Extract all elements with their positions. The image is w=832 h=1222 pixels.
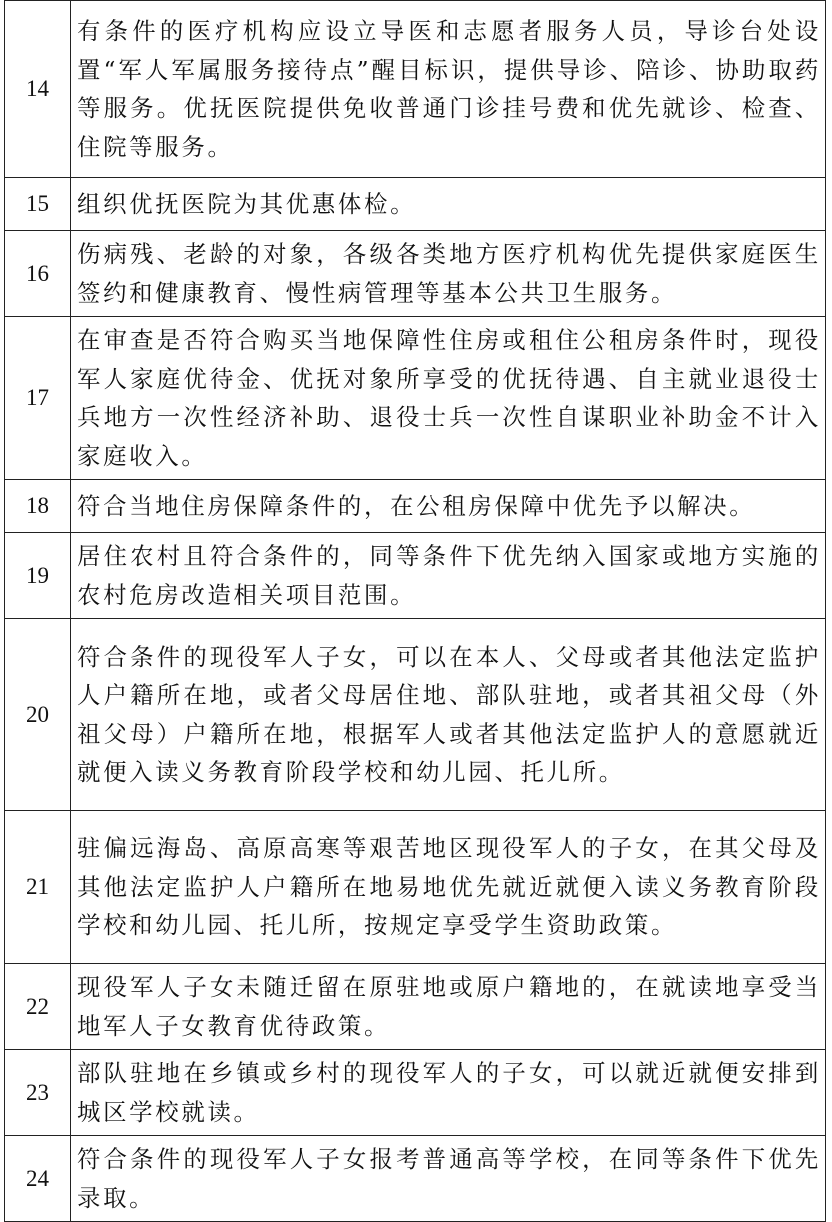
row-number: 21 [5,811,71,964]
row-number: 17 [5,317,71,480]
row-number: 15 [5,178,71,231]
table-row [5,317,826,480]
table-row [5,964,826,1050]
row-number: 22 [5,964,71,1050]
row-number: 14 [5,1,71,178]
table-row [5,480,826,533]
policy-table [4,0,826,1222]
row-number: 23 [5,1050,71,1136]
table-row [5,811,826,964]
row-number: 19 [5,533,71,619]
row-number: 24 [5,1136,71,1222]
row-text: 组织优抚医院为其优惠体检。 [71,178,826,231]
row-number: 18 [5,480,71,533]
table-row [5,619,826,811]
table-row [5,231,826,317]
row-text: 伤病残、老龄的对象，各级各类地方医疗机构优先提供家庭医生签约和健康教育、慢性病管理等基本公共卫生服务。 [71,231,826,317]
row-text: 符合条件的现役军人子女报考普通高等学校，在同等条件下优先录取。 [71,1136,826,1222]
table-row [5,1050,826,1136]
row-number: 16 [5,231,71,317]
row-text: 符合条件的现役军人子女，可以在本人、父母或者其他法定监护人户籍所在地，或者父母居住地、部队驻地，或者其祖父母（外祖父母）户籍所在地，根据军人或者其他法定监护人的意愿就近就便入读义务教育阶段学校和幼儿园、托儿所。 [71,619,826,811]
row-text: 在审查是否符合购买当地保障性住房或租住公租房条件时，现役军人家庭优待金、优抚对象所享受的优抚待遇、自主就业退役士兵地方一次性经济补助、退役士兵一次性自谋职业补助金不计入家庭收入。 [71,317,826,480]
row-text: 部队驻地在乡镇或乡村的现役军人的子女，可以就近就便安排到城区学校就读。 [71,1050,826,1136]
row-text: 有条件的医疗机构应设立导医和志愿者服务人员，导诊台处设置“军人军属服务接待点”醒目标识，提供导诊、陪诊、协助取药等服务。优抚医院提供免收普通门诊挂号费和优先就诊、检查、住院等服务。 [71,1,826,178]
row-text: 居住农村且符合条件的，同等条件下优先纳入国家或地方实施的农村危房改造相关项目范围。 [71,533,826,619]
table-row [5,533,826,619]
table-row [5,178,826,231]
row-text: 驻偏远海岛、高原高寒等艰苦地区现役军人的子女，在其父母及其他法定监护人户籍所在地易地优先就近就便入读义务教育阶段学校和幼儿园、托儿所，按规定享受学生资助政策。 [71,811,826,964]
table-row [5,1136,826,1222]
table-row [5,1,826,178]
row-text: 现役军人子女未随迁留在原驻地或原户籍地的，在就读地享受当地军人子女教育优待政策。 [71,964,826,1050]
policy-table-body [5,1,826,1222]
row-text: 符合当地住房保障条件的，在公租房保障中优先予以解决。 [71,480,826,533]
row-number: 20 [5,619,71,811]
